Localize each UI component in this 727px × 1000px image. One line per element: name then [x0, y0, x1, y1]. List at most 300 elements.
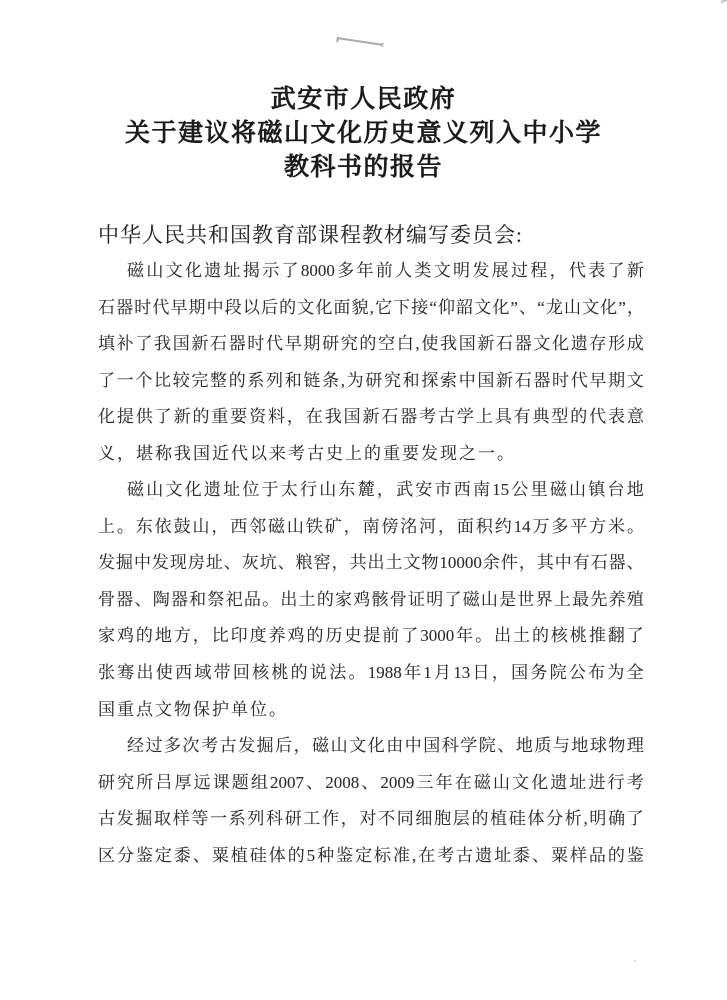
text-token: 文: [512, 772, 530, 792]
scan-artifact: [721, 0, 727, 3]
text-token: 料: [268, 407, 286, 427]
text-token: 代: [589, 407, 607, 427]
text-token: 了: [444, 589, 462, 609]
text-token: 、: [134, 589, 152, 609]
text-token: 鸡: [287, 626, 305, 646]
text-token: 殖: [626, 589, 644, 609]
text-token: 石: [514, 370, 532, 390]
text-token: 2008: [325, 772, 360, 792]
text-token: 山: [563, 297, 581, 317]
text-token: 具: [494, 407, 512, 427]
text-token: 示: [262, 261, 280, 280]
text-token: 远: [193, 772, 211, 792]
text-token: 进: [588, 772, 606, 792]
text-token: 文: [165, 261, 183, 280]
text-token: 细: [415, 809, 433, 829]
text-token: 布: [588, 663, 606, 683]
text-token: 平: [570, 516, 588, 536]
text-token: 比: [154, 370, 172, 390]
text-token: 窖: [313, 553, 331, 573]
text-token: 界: [535, 589, 553, 609]
text-token: 了: [607, 261, 625, 280]
text-token: 使: [155, 663, 173, 683]
text-token: 新: [173, 407, 191, 427]
text-token: ,: [415, 334, 420, 354]
text-token: 祭: [207, 589, 225, 609]
text-token: 鼓: [173, 516, 191, 536]
text-token: 地: [571, 736, 589, 756]
text-token: 经: [127, 736, 144, 756]
text-token: 鸡: [353, 589, 371, 609]
text-token: 国: [172, 334, 190, 354]
text-token: 积: [475, 516, 493, 536]
text-token: ，: [438, 516, 456, 536]
text-token: 条: [322, 370, 340, 390]
text-token: 和: [284, 370, 302, 390]
text-token: 成: [626, 334, 644, 354]
text-token: 胞: [434, 809, 452, 829]
title-line-1: 武安市人民政府: [270, 85, 457, 113]
text-token: 核: [252, 663, 270, 683]
text-token: 位: [242, 480, 260, 500]
text-token: 桃: [569, 626, 587, 646]
text-token: 硅: [249, 845, 267, 865]
text-token: 接: [411, 297, 429, 317]
text-token: ，: [192, 626, 210, 646]
text-token: 使: [421, 334, 439, 354]
text-token: 器: [116, 297, 134, 317]
text-token: 整: [210, 370, 228, 390]
text-token: 推: [588, 626, 606, 646]
text-token: 的: [359, 334, 377, 354]
text-token: 化: [552, 334, 570, 354]
text-token: 考: [201, 736, 219, 756]
text-token: 5: [306, 845, 316, 865]
text-line: [98, 290, 644, 327]
text-token: 化: [531, 772, 549, 792]
text-token: 在: [418, 845, 436, 865]
text-token: 硅: [508, 809, 526, 829]
text-token: 列: [247, 809, 265, 829]
text-token: 山: [492, 772, 510, 792]
text-token: 磁: [127, 261, 144, 280]
recipient-salutation: 中华人民共和国教育部课程教材编写委员会:: [98, 223, 523, 247]
text-token: 西: [230, 516, 248, 536]
text-token: 考: [419, 407, 437, 427]
text-token: 系: [247, 370, 265, 390]
text-token: 中: [133, 553, 151, 573]
text-token: 黍: [513, 845, 531, 865]
text-token: 的: [279, 297, 297, 317]
text-token: 文: [582, 297, 600, 317]
text-token: 代: [570, 370, 588, 390]
text-token: 山: [286, 516, 304, 536]
text-token: 山: [146, 480, 164, 500]
text-token: 白: [396, 334, 414, 354]
text-token: 时: [552, 370, 570, 390]
text-token: 。: [475, 626, 493, 646]
text-token: 址: [205, 553, 223, 573]
text-line: [98, 326, 644, 363]
text-token: 学: [456, 407, 474, 427]
text-token: 种: [317, 845, 335, 865]
text-token: 家: [98, 626, 115, 646]
text-token: 题: [231, 772, 249, 792]
text-token: 仰: [437, 297, 455, 317]
text-token: 究: [117, 772, 135, 792]
text-token: 骨: [98, 589, 115, 609]
text-token: 植: [490, 809, 508, 829]
text-token: 东: [338, 480, 356, 500]
text-token: 物: [608, 736, 626, 756]
text-token: 现: [169, 553, 187, 573]
text-token: 定: [355, 845, 373, 865]
text-token: 多: [164, 736, 182, 756]
text-token: 磁: [127, 480, 144, 500]
text-token: 公: [568, 663, 586, 683]
text-token: 期: [608, 370, 626, 390]
text-token: 养: [608, 589, 626, 609]
text-token: 年: [435, 772, 453, 792]
text-token: 域: [194, 663, 212, 683]
text-token: 了: [98, 370, 115, 390]
text-token: 骸: [371, 589, 389, 609]
text-token: 韶: [456, 297, 474, 317]
text-token: 骞: [117, 663, 135, 683]
text-token: 科: [441, 736, 459, 756]
text-line: [98, 765, 644, 802]
text-line: 义，堪称我国近代以来考古史上的重要发现之一。: [98, 443, 516, 463]
text-token: 探: [421, 370, 439, 390]
text-token: 遗: [550, 772, 568, 792]
text-token: 在: [454, 772, 472, 792]
text-token: 与: [552, 736, 570, 756]
text-token: 过: [145, 736, 163, 756]
text-token: 龙: [545, 297, 563, 317]
text-token: 一: [210, 809, 228, 829]
text-token: 吕: [155, 772, 173, 792]
text-token: 石: [210, 334, 228, 354]
text-token: ,: [340, 370, 345, 390]
text-token: ,: [369, 297, 374, 317]
text-token: 证: [407, 589, 425, 609]
text-line: [98, 655, 644, 692]
text-token: 粮: [295, 553, 313, 573]
text-token: 标: [374, 845, 392, 865]
text-line: [98, 253, 644, 290]
text-token: 桃: [271, 663, 289, 683]
text-token: 段: [224, 297, 242, 317]
text-token: 代: [152, 297, 170, 317]
text-token: 为: [607, 663, 625, 683]
text-token: 后: [260, 297, 278, 317]
text-token: 出: [494, 626, 512, 646]
text-line: [98, 728, 644, 765]
text-token: 研: [284, 809, 302, 829]
text-token: 的: [531, 626, 549, 646]
text-token: 发: [116, 809, 134, 829]
text-token: 新: [477, 334, 495, 354]
text-line: [98, 545, 644, 582]
text-line: [98, 801, 644, 838]
text-token: ”: [618, 297, 626, 317]
text-token: 同: [396, 809, 414, 829]
text-token: 祀: [225, 589, 243, 609]
text-token: 张: [98, 663, 115, 683]
text-token: 了: [626, 626, 644, 646]
text-token: 。: [626, 516, 644, 536]
text-token: 全: [626, 663, 644, 683]
text-token: 10000: [439, 553, 482, 573]
text-token: 早: [589, 370, 607, 390]
text-token: 前: [382, 626, 400, 646]
text-token: 后: [275, 736, 293, 756]
text-token: 工: [303, 809, 321, 829]
text-token: 填: [98, 334, 115, 354]
text-token: “: [429, 297, 437, 317]
text-token: 古: [98, 809, 115, 829]
text-column: [98, 0, 644, 1000]
text-token: 年: [456, 626, 474, 646]
text-token: 15: [492, 480, 510, 500]
text-token: 于: [261, 480, 279, 500]
text-token: 器: [533, 370, 551, 390]
text-token: 研: [365, 370, 383, 390]
text-token: 磁: [473, 772, 491, 792]
text-token: 资: [249, 407, 267, 427]
text-token: 对: [359, 809, 377, 829]
text-token: 期: [188, 297, 206, 317]
text-token: 米: [608, 516, 626, 536]
text-token: 说: [309, 663, 327, 683]
text-token: 世: [517, 589, 535, 609]
text-token: 。: [116, 516, 134, 536]
text-token: ,: [583, 809, 588, 829]
text-token: 典: [532, 407, 550, 427]
text-token: 代: [266, 334, 284, 354]
text-token: 房: [187, 553, 205, 573]
text-token: 黍: [173, 845, 191, 865]
text-token: 遗: [203, 480, 221, 500]
text-token: 先: [590, 589, 608, 609]
text-token: 器: [170, 589, 188, 609]
text-token: 化: [184, 480, 202, 500]
text-token: 、: [361, 772, 379, 792]
text-token: 最: [572, 589, 590, 609]
text-token: 武: [396, 480, 414, 500]
text-token: 西: [175, 663, 193, 683]
text-token: 1988: [367, 663, 402, 683]
text-token: 早: [284, 334, 302, 354]
text-token: 一: [116, 370, 134, 390]
text-token: 万: [532, 516, 550, 536]
text-token: 公: [511, 480, 529, 500]
text-token: 南: [472, 480, 490, 500]
text-token: 石: [590, 553, 608, 573]
text-token: 三: [416, 772, 434, 792]
text-token: 、: [497, 736, 515, 756]
text-token: 2009: [380, 772, 415, 792]
text-token: 在: [305, 407, 323, 427]
text-token: 国: [343, 407, 361, 427]
text-token: 新: [362, 407, 380, 427]
text-token: 土: [298, 589, 316, 609]
text-token: 年: [403, 663, 421, 683]
text-token: 镇: [588, 480, 606, 500]
text-token: 比: [211, 626, 229, 646]
text-token: 遗: [475, 845, 493, 865]
text-token: 共: [349, 553, 367, 573]
text-token: 市: [434, 480, 452, 500]
text-token: 上: [98, 516, 115, 536]
text-token: 台: [607, 480, 625, 500]
text-token: 度: [249, 626, 267, 646]
text-token: 古: [438, 407, 456, 427]
text-token: 麓: [357, 480, 375, 500]
text-token: 为: [346, 370, 364, 390]
text-token: 印: [230, 626, 248, 646]
text-token: 表: [608, 407, 626, 427]
text-token: 、: [277, 553, 295, 573]
text-token: 中: [206, 297, 224, 317]
text-token: 。: [348, 663, 366, 683]
text-token: 品: [588, 845, 606, 865]
text-token: 科: [266, 809, 284, 829]
text-token: 的: [192, 407, 210, 427]
text-token: 发: [151, 553, 169, 573]
text-token: 日: [472, 663, 490, 683]
text-token: 山: [480, 589, 498, 609]
text-token: 傍: [381, 516, 399, 536]
text-token: 较: [172, 370, 190, 390]
text-token: 体: [527, 809, 545, 829]
text-token: 古: [219, 736, 237, 756]
text-token: 件: [500, 553, 518, 573]
text-token: 研: [322, 334, 340, 354]
text-token: 发: [238, 736, 256, 756]
text-token: 地: [515, 736, 533, 756]
text-token: ，: [518, 553, 536, 573]
text-token: 样: [172, 809, 190, 829]
text-token: 址: [223, 261, 241, 280]
text-token: 课: [212, 772, 230, 792]
text-token: 考: [437, 845, 455, 865]
text-token: 14: [513, 516, 531, 536]
text-token: 下: [393, 297, 411, 317]
text-token: 遗: [204, 261, 222, 280]
text-token: 代: [568, 261, 586, 280]
text-token: 山: [146, 261, 164, 280]
text-token: 址: [494, 845, 512, 865]
text-token: 、: [192, 845, 210, 865]
text-token: 里: [530, 480, 548, 500]
text-token: 区: [98, 845, 115, 865]
text-line: 国重点文物保护单位。: [98, 699, 288, 719]
text-token: 次: [182, 736, 200, 756]
text-token: 国: [477, 370, 495, 390]
text-token: 层: [452, 809, 470, 829]
text-token: 2007: [269, 772, 304, 792]
text-token: 研: [98, 772, 115, 792]
text-token: 行: [299, 480, 317, 500]
text-token: 个: [135, 370, 153, 390]
title-line-3: 教科书的报告: [283, 153, 443, 181]
text-token: 文: [297, 297, 315, 317]
text-token: 址: [223, 480, 241, 500]
text-token: 国: [458, 334, 476, 354]
text-token: 回: [232, 663, 250, 683]
text-token: 植: [230, 845, 248, 865]
text-token: 磁: [312, 736, 330, 756]
text-token: 安: [415, 480, 433, 500]
text-token: 学: [460, 736, 478, 756]
text-token: 提: [363, 626, 381, 646]
text-token: 取: [154, 809, 172, 829]
text-token: 人: [395, 261, 413, 280]
text-token: 以: [242, 297, 260, 317]
text-token: 翻: [607, 626, 625, 646]
text-token: 中: [554, 553, 572, 573]
text-token: 样: [569, 845, 587, 865]
text-token: 务: [530, 663, 548, 683]
text-token: 有: [572, 553, 590, 573]
text-token: 完: [191, 370, 209, 390]
text-token: 化: [98, 407, 115, 427]
text-token: 发: [98, 553, 115, 573]
text-token: 过: [510, 261, 528, 280]
text-token: 我: [324, 407, 342, 427]
text-token: 定: [154, 845, 172, 865]
text-token: 文: [626, 370, 644, 390]
text-token: 了: [135, 334, 153, 354]
text-token: 掘: [135, 809, 153, 829]
text-token: 掘: [115, 553, 133, 573]
text-token: 多: [551, 516, 569, 536]
text-token: ，: [286, 407, 304, 427]
text-token: 的: [607, 845, 625, 865]
text-token: ，: [331, 553, 349, 573]
text-token: 铁: [305, 516, 323, 536]
text-token: 院: [478, 736, 496, 756]
text-token: 它: [375, 297, 392, 317]
text-token: 方: [173, 626, 191, 646]
text-token: 体: [268, 845, 286, 865]
text-token: 山: [569, 480, 587, 500]
text-token: 球: [589, 736, 607, 756]
text-token: 文: [474, 297, 492, 317]
text-token: 粟: [211, 845, 229, 865]
text-token: 由: [386, 736, 404, 756]
text-token: ,: [411, 845, 417, 865]
text-token: 山: [192, 516, 210, 536]
text-token: 面: [456, 516, 474, 536]
text-token: 山: [330, 736, 348, 756]
text-token: ，: [626, 297, 644, 317]
text-token: 揭: [242, 261, 260, 280]
text-token: 约: [494, 516, 512, 536]
text-token: ，: [211, 516, 229, 536]
text-token: 鸡: [116, 626, 134, 646]
text-token: 重: [211, 407, 229, 427]
text-token: 供: [135, 407, 153, 427]
text-token: 邻: [249, 516, 267, 536]
text-token: 、: [306, 772, 324, 792]
text-token: 理: [626, 736, 644, 756]
text-token: 依: [154, 516, 172, 536]
text-token: 山: [319, 480, 337, 500]
text-token: 的: [570, 407, 588, 427]
text-token: 的: [290, 663, 308, 683]
